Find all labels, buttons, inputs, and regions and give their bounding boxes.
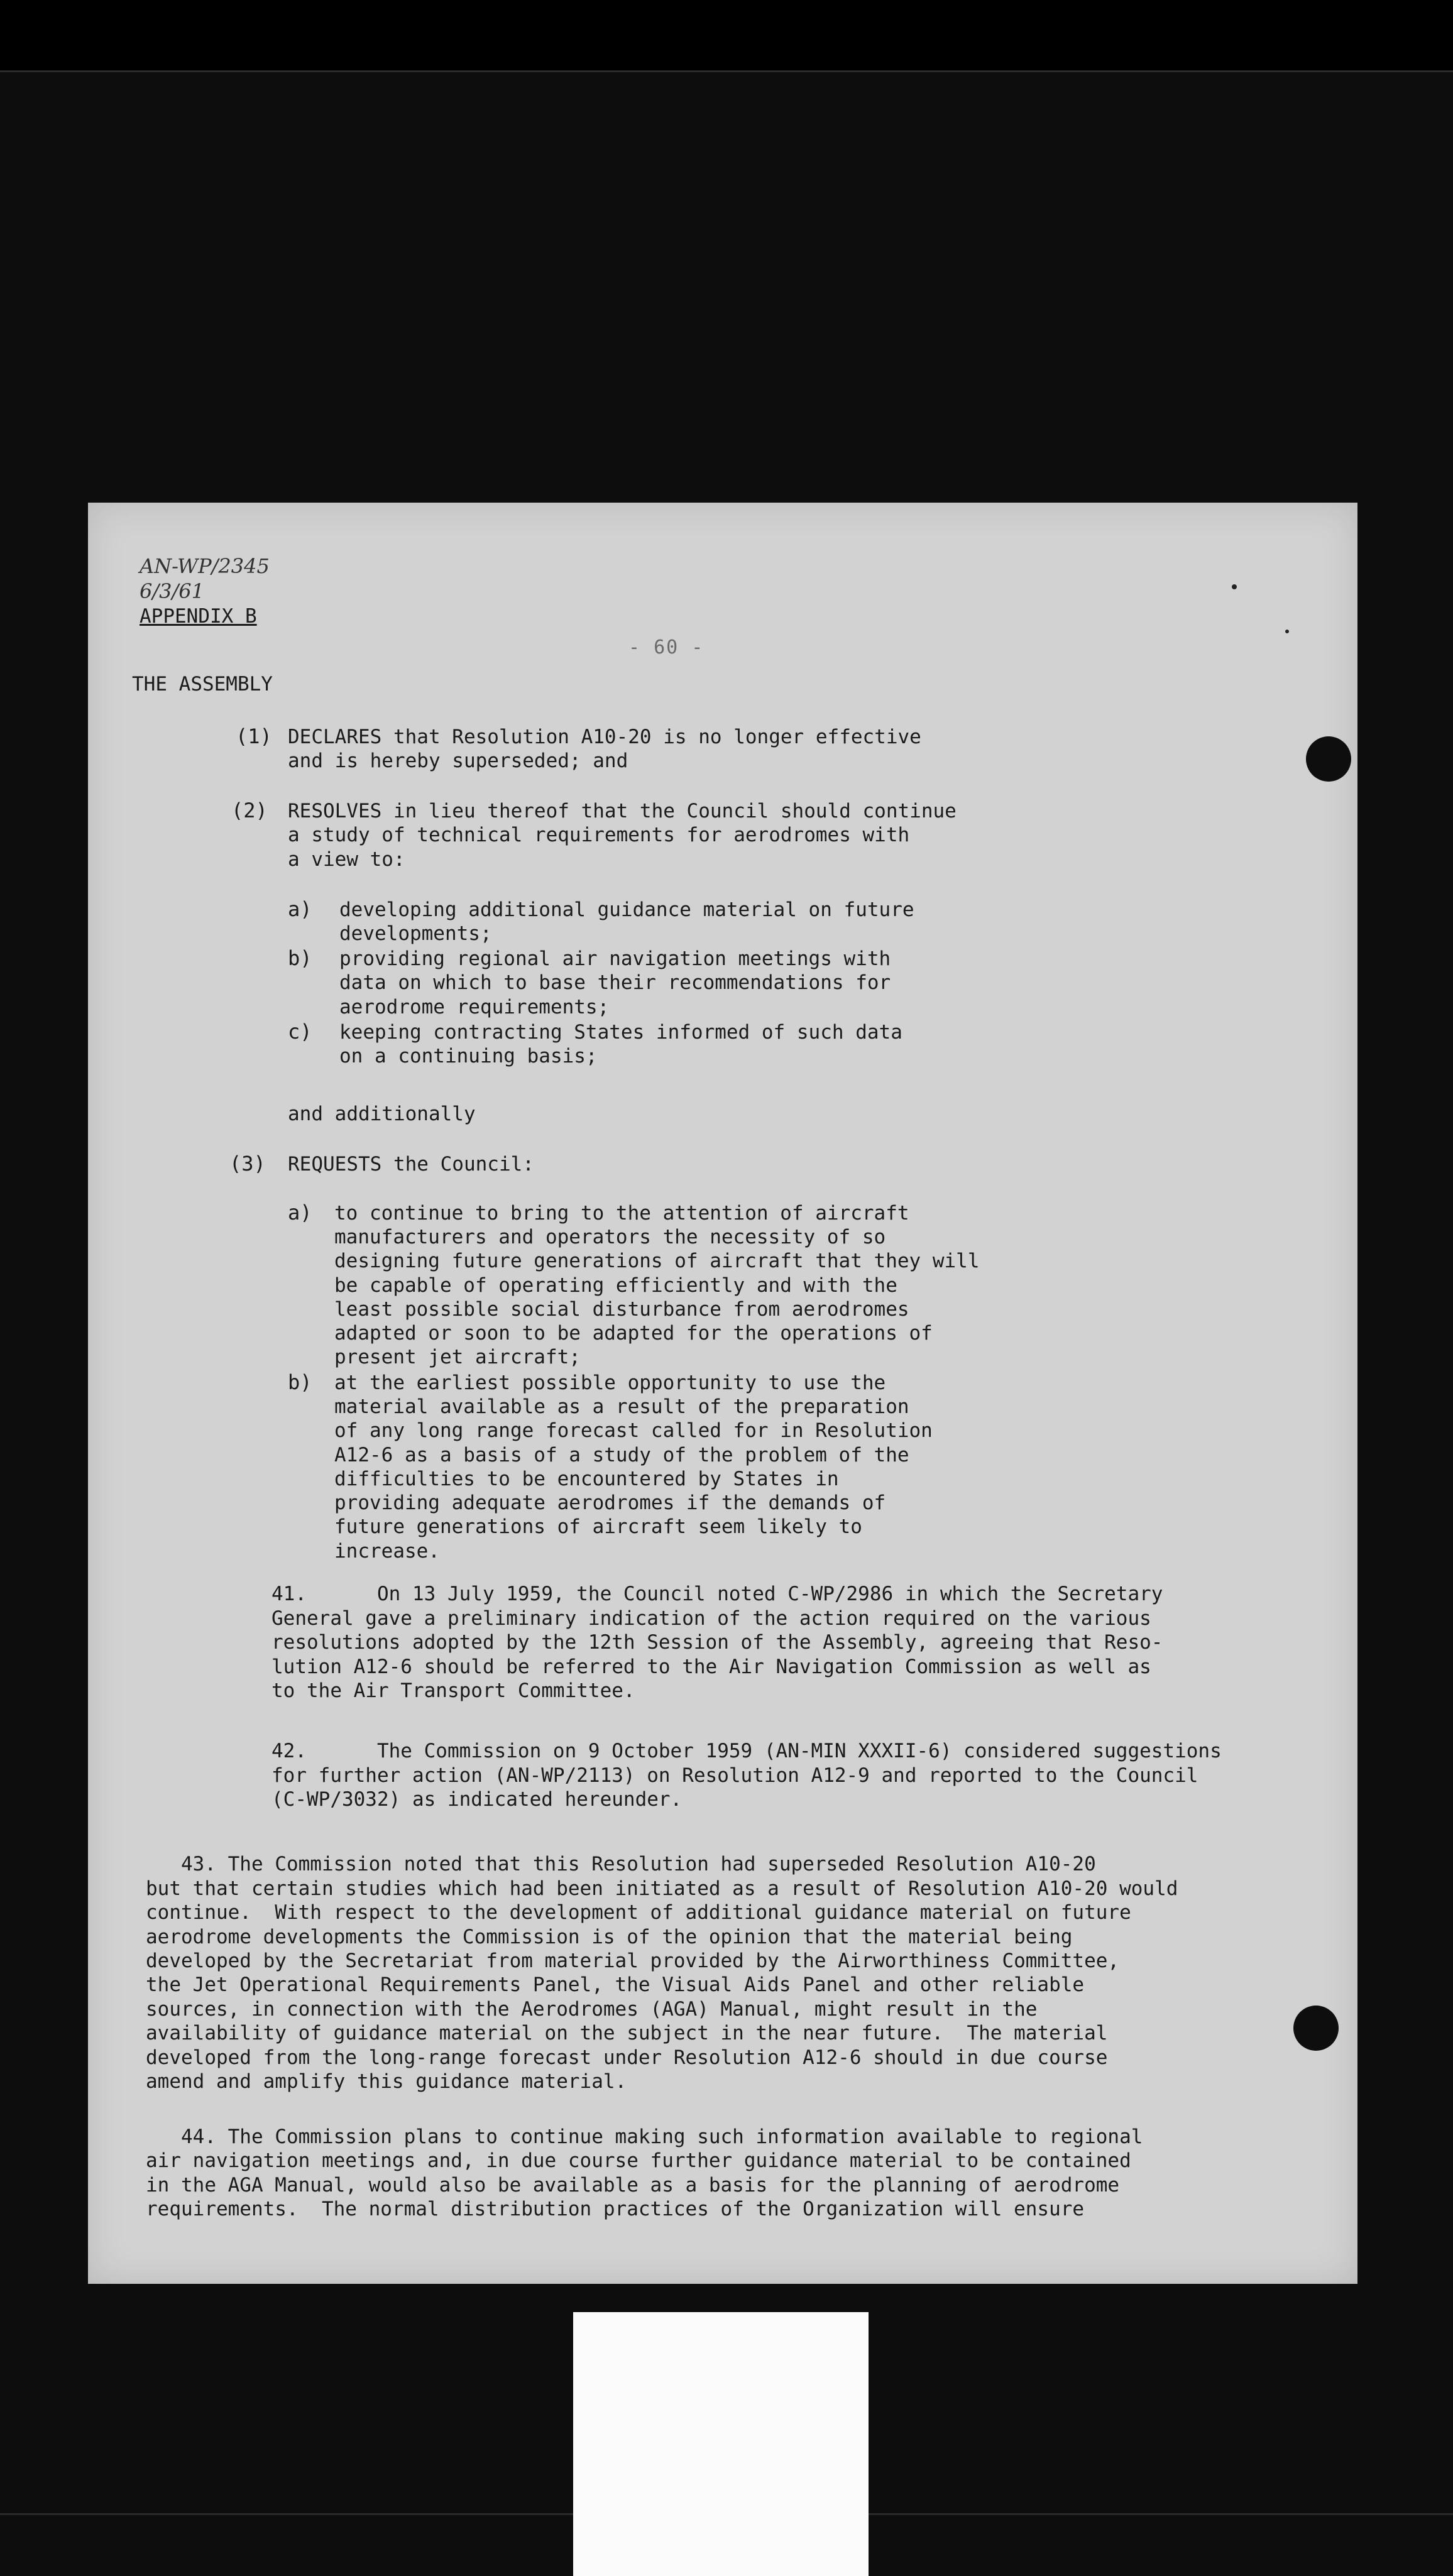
text-line: availability of guidance material on the subject in the near future. The material <box>146 2022 1108 2044</box>
text-line: aerodrome developments the Commission is of the opinion that the material being <box>146 1926 1073 1948</box>
text-line: providing regional air navigation meetings with <box>339 947 891 970</box>
text-line: a study of technical requirements for aerodromes with <box>288 824 910 846</box>
text-line: amend and amplify this guidance material. <box>146 2070 627 2093</box>
text-line: of any long range forecast called for in Resolution <box>334 1419 933 1442</box>
text-line: manufacturers and operators the necessity of so <box>334 1226 886 1248</box>
text-line: RESOLVES in lieu thereof that the Council should continue <box>288 800 957 822</box>
text-line: material available as a result of the preparation <box>334 1395 909 1418</box>
text-line: to the Air Transport Committee. <box>271 1679 635 1702</box>
text-line: keeping contracting States informed of such data <box>339 1021 902 1044</box>
document-page <box>88 503 1357 2284</box>
text-line: in the AGA Manual, would also be available as a basis for the planning of aerodrome <box>146 2174 1120 2197</box>
text-line: developed from the long-range forecast under Resolution A12-6 should in due course <box>146 2046 1108 2069</box>
item-1-marker: (1) <box>236 724 272 748</box>
text-line: continue. With respect to the development of additional guidance material on future <box>146 1901 1131 1924</box>
text-line: for further action (AN-WP/2113) on Resolution A12-9 and reported to the Council <box>271 1764 1198 1787</box>
appendix-label: APPENDIX B <box>140 605 257 628</box>
scanner-top-band <box>0 0 1453 70</box>
item-2a-marker: a) <box>288 897 312 921</box>
text-line: sources, in connection with the Aerodromes (AGA) Manual, might result in the <box>146 1998 1038 2021</box>
punch-hole-top <box>1306 736 1351 782</box>
text-line: adapted or soon to be adapted for the operations of <box>334 1322 933 1345</box>
text-line: air navigation meetings and, in due course further guidance material to be contained <box>146 2149 1131 2172</box>
text-line: resolutions adopted by the 12th Session of the Assembly, agreeing that Reso- <box>271 1631 1163 1654</box>
doc-reference: AN-WP/2345 <box>140 554 270 578</box>
text-line: future generations of aircraft seem likely to <box>334 1515 862 1538</box>
scanner-top-edge <box>0 70 1453 72</box>
assembly-heading: THE ASSEMBLY <box>132 673 273 696</box>
text-line: a view to: <box>288 848 405 871</box>
text-line: present jet aircraft; <box>334 1346 581 1368</box>
item-3-text: REQUESTS the Council: <box>288 1153 534 1176</box>
dust-speck <box>1285 630 1289 633</box>
text-line: developments; <box>339 922 492 945</box>
item-3b-marker: b) <box>288 1370 312 1394</box>
text-line: and is hereby superseded; and <box>288 750 628 772</box>
text-line: on a continuing basis; <box>339 1045 598 1067</box>
text-line: General gave a preliminary indication of the action required on the various <box>271 1607 1151 1630</box>
text-line: be capable of operating efficiently and with the <box>334 1274 897 1297</box>
dust-speck <box>1232 584 1237 589</box>
item-2b-marker: b) <box>288 946 312 970</box>
text-line: 41. On 13 July 1959, the Council noted C-WP/2986 in which the Secretary <box>271 1583 1163 1605</box>
text-line: 44. The Commission plans to continue making such information available to regional <box>146 2126 1143 2148</box>
item-2-marker: (2) <box>231 799 268 822</box>
and-additionally: and additionally <box>288 1103 476 1125</box>
text-line: providing adequate aerodromes if the demands of <box>334 1492 886 1514</box>
text-line: designing future generations of aircraft that they will <box>334 1250 980 1272</box>
doc-date: 6/3/61 <box>140 579 204 603</box>
text-line: 42. The Commission on 9 October 1959 (AN-MIN XXXII-6) considered suggestions <box>271 1740 1222 1762</box>
text-line: (C-WP/3032) as indicated hereunder. <box>271 1788 683 1811</box>
text-line: lution A12-6 should be referred to the Air Navigation Commission as well as <box>271 1656 1151 1678</box>
text-line: developing additional guidance material on future <box>339 898 914 921</box>
text-line: difficulties to be encountered by States in <box>334 1468 839 1490</box>
text-line: 43. The Commission noted that this Resolution had superseded Resolution A10-20 <box>146 1853 1096 1875</box>
item-2c-marker: c) <box>288 1020 312 1044</box>
item-3a-marker: a) <box>288 1201 312 1225</box>
text-line: at the earliest possible opportunity to use the <box>334 1372 886 1394</box>
text-line: increase. <box>334 1540 440 1563</box>
film-label-card <box>573 2312 869 2576</box>
text-line: to continue to bring to the attention of aircraft <box>334 1202 909 1225</box>
text-line: aerodrome requirements; <box>339 996 610 1018</box>
text-line: the Jet Operational Requirements Panel, the Visual Aids Panel and other reliable <box>146 1973 1085 1996</box>
text-line: requirements. The normal distribution practices of the Organization will ensure <box>146 2198 1085 2220</box>
text-line: A12-6 as a basis of a study of the problem of the <box>334 1444 909 1466</box>
text-line: DECLARES that Resolution A10-20 is no longer effective <box>288 726 921 748</box>
text-line: least possible social disturbance from aerodromes <box>334 1298 909 1321</box>
item-3-marker: (3) <box>229 1152 266 1176</box>
text-line: developed by the Secretariat from material provided by the Airworthiness Committee, <box>146 1950 1120 1972</box>
text-line: data on which to base their recommendations for <box>339 971 891 994</box>
text-line: but that certain studies which had been initiated as a result of Resolution A10-20 would <box>146 1877 1178 1900</box>
page-number: - 60 - <box>628 636 705 658</box>
punch-hole-bottom <box>1293 2006 1339 2051</box>
